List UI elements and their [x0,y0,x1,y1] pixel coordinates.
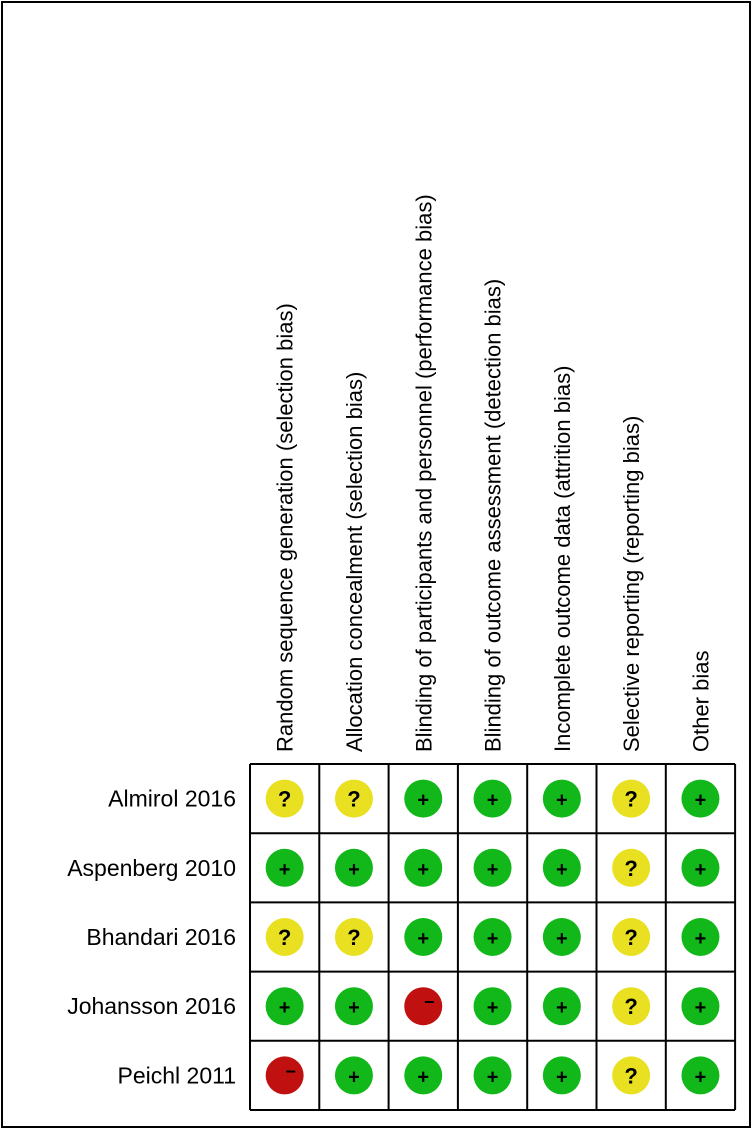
judgement-unclear-icon [335,780,373,818]
judgement-symbol: + [348,858,360,881]
judgement-symbol: + [417,928,430,950]
judgement-low-icon [681,1056,719,1094]
judgement-low-icon [335,1056,373,1094]
judgement-symbol: ? [277,786,292,812]
study-label: Almirol 2016 [108,785,236,812]
judgement-symbol: + [486,1066,499,1089]
judgement-low-icon [474,918,512,956]
judgement-low-icon [543,918,581,956]
judgement-symbol: ? [347,786,361,812]
judgement-unclear-icon [612,780,650,818]
study-label: Aspenberg 2010 [67,854,236,881]
judgement-symbol: ? [624,925,638,950]
judgement-symbol: + [694,1066,707,1089]
judgement-low-icon [335,987,373,1025]
domain-label: Selective reporting (reporting bias) [619,415,645,752]
judgement-low-icon [335,849,373,887]
judgement-symbol: + [486,928,499,950]
judgement-low-icon [543,987,581,1025]
judgement-symbol: + [486,997,499,1020]
judgement-low-icon [474,987,512,1025]
domain-label: Allocation concealment (selection bias) [341,371,367,752]
domain-label: Other bias [688,650,714,752]
judgement-low-icon [266,987,304,1025]
domain-label: Random sequence generation (selection bias) [272,303,298,752]
judgement-low-icon [404,918,442,956]
judgement-unclear-icon [266,780,304,818]
judgement-low-icon [474,1056,512,1094]
judgement-low-icon [543,849,581,887]
judgement-symbol: − [285,1061,296,1082]
judgement-low-icon [474,849,512,887]
judgement-low-icon [404,1056,442,1094]
judgement-low-icon [681,780,719,818]
judgement-symbol: ? [624,994,638,1020]
judgement-high-icon [404,987,442,1025]
judgement-symbol: + [278,997,291,1020]
judgement-symbol: + [486,789,499,812]
judgement-symbol: + [556,928,568,950]
study-label: Bhandari 2016 [86,924,236,950]
judgement-low-icon [474,780,512,818]
judgement-symbol: + [417,1066,430,1089]
judgement-symbol: ? [347,925,361,950]
domain-label: Incomplete outcome data (attrition bias) [549,365,575,752]
judgement-low-icon [681,918,719,956]
judgement-symbol: + [694,928,707,950]
judgement-symbol: ? [624,1063,638,1089]
judgement-symbol: ? [624,855,638,881]
judgement-low-icon [266,849,304,887]
judgement-low-icon [543,780,581,818]
judgement-unclear-icon [612,918,650,956]
judgement-symbol: + [417,789,430,812]
judgement-low-icon [681,987,719,1025]
judgement-symbol: − [423,992,435,1013]
judgement-symbol: + [556,997,568,1020]
judgement-unclear-icon [266,918,304,956]
judgement-symbol: + [348,997,360,1020]
judgement-symbol: + [694,997,707,1020]
judgement-low-icon [681,849,719,887]
judgement-symbol: + [694,858,707,881]
judgement-symbol: + [694,789,707,812]
judgement-symbol: + [556,1066,568,1089]
judgement-low-icon [404,849,442,887]
domain-label: Blinding of participants and personnel (performance bias) [411,194,437,752]
judgement-symbol: + [278,858,291,881]
judgement-unclear-icon [612,849,650,887]
judgement-symbol: + [348,1066,360,1089]
judgement-low-icon [404,780,442,818]
judgement-unclear-icon [612,987,650,1025]
judgement-symbol: + [556,789,568,812]
study-label: Johansson 2016 [67,993,236,1020]
judgement-symbol: ? [277,925,292,950]
judgement-unclear-icon [612,1056,650,1094]
domain-label: Blinding of outcome assessment (detection bias) [480,278,506,752]
judgement-unclear-icon [335,918,373,956]
judgement-symbol: + [486,858,499,881]
judgement-high-icon [266,1056,304,1094]
judgement-symbol: + [556,858,568,881]
judgement-low-icon [543,1056,581,1094]
study-label: Peichl 2011 [117,1062,236,1089]
judgement-symbol: + [417,858,430,881]
judgement-symbol: ? [624,786,638,812]
